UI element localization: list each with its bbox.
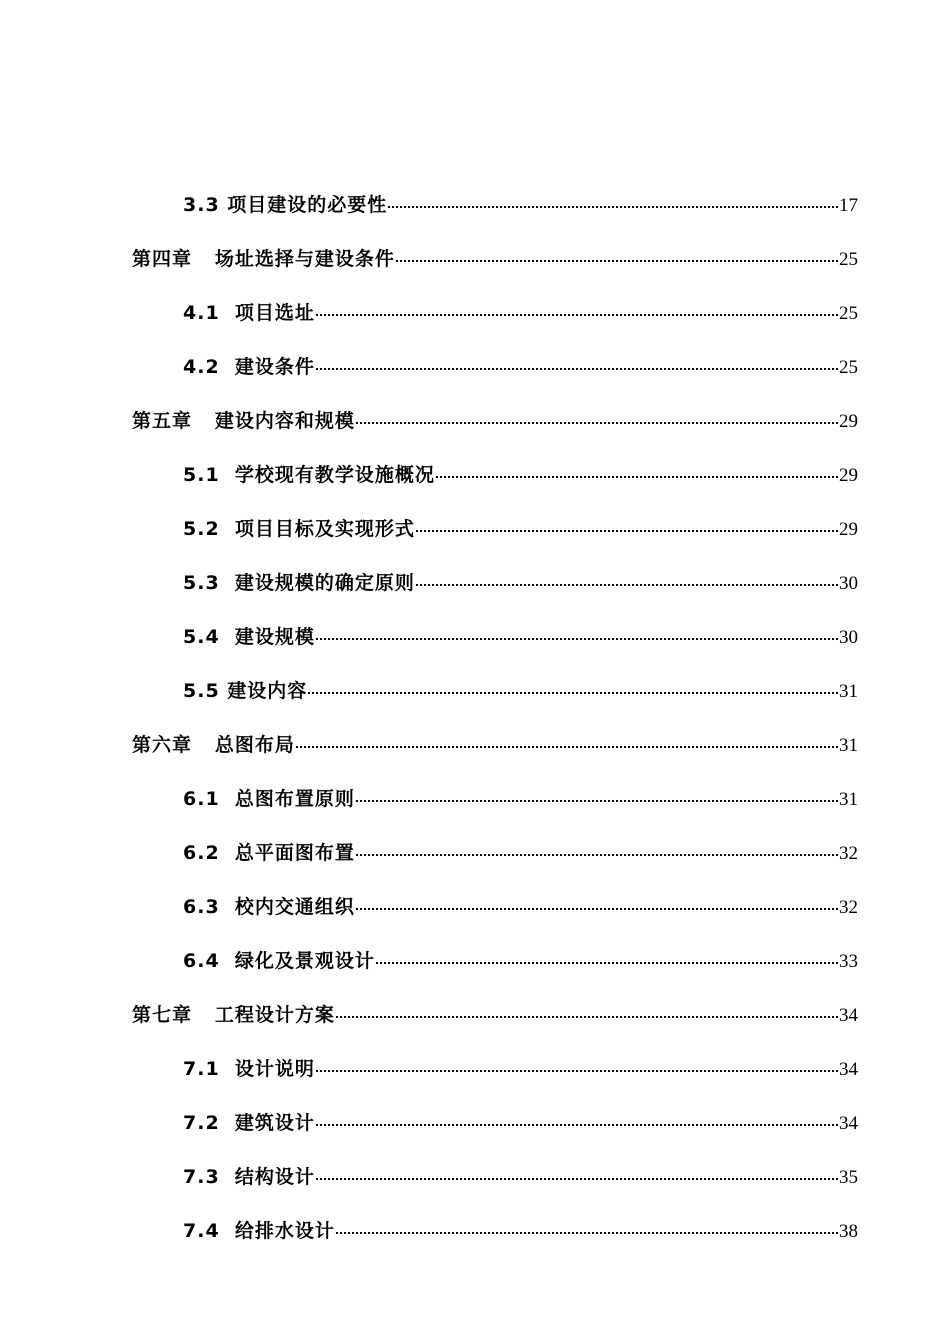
toc-entry[interactable] bbox=[0, 166, 950, 220]
toc-entry[interactable] bbox=[0, 1138, 950, 1192]
toc-entry-page: 29 bbox=[839, 519, 858, 540]
toc-entry[interactable] bbox=[0, 922, 950, 976]
toc-entry-page: 25 bbox=[839, 249, 858, 270]
toc-entry[interactable] bbox=[0, 436, 950, 490]
toc-entry[interactable] bbox=[0, 274, 950, 328]
toc-dot-leader bbox=[388, 206, 838, 208]
toc-dot-leader bbox=[436, 476, 838, 478]
toc-entry-title: 5.2 项目目标及实现形式 bbox=[183, 518, 415, 540]
toc-entry-page: 25 bbox=[839, 357, 858, 378]
toc-dot-leader bbox=[336, 1016, 838, 1018]
toc-entry[interactable] bbox=[0, 1192, 950, 1246]
toc-entry[interactable] bbox=[0, 544, 950, 598]
toc-entry-title: 7.2 建筑设计 bbox=[183, 1112, 315, 1134]
toc-entry[interactable] bbox=[0, 652, 950, 706]
toc-entry-page: 29 bbox=[839, 411, 858, 432]
toc-entry-title: 4.1 项目选址 bbox=[183, 302, 315, 324]
toc-entry-title: 5.4 建设规模 bbox=[183, 626, 315, 648]
toc-dot-leader bbox=[316, 1070, 838, 1072]
toc-entry-title: 5.5 建设内容 bbox=[183, 680, 308, 702]
toc-entry-page: 38 bbox=[839, 1221, 858, 1242]
toc-entry-page: 32 bbox=[839, 843, 858, 864]
toc-entry[interactable] bbox=[0, 868, 950, 922]
toc-entry-page: 31 bbox=[839, 789, 858, 810]
toc-chapter-entry[interactable] bbox=[0, 382, 950, 436]
toc-entry[interactable] bbox=[0, 328, 950, 382]
toc-entry-title: 5.3 建设规模的确定原则 bbox=[183, 572, 415, 594]
toc-entry-page: 34 bbox=[839, 1005, 858, 1026]
toc-entry-title: 第四章 场址选择与建设条件 bbox=[132, 248, 395, 270]
toc-dot-leader bbox=[316, 1178, 838, 1180]
toc-entry-title: 7.3 结构设计 bbox=[183, 1166, 315, 1188]
toc-dot-leader bbox=[356, 800, 838, 802]
toc-entry-title: 5.1 学校现有教学设施概况 bbox=[183, 464, 435, 486]
toc-dot-leader bbox=[316, 314, 838, 316]
toc-entry-title: 7.4 给排水设计 bbox=[183, 1220, 335, 1242]
toc-dot-leader bbox=[296, 746, 838, 748]
toc-entry-title: 7.1 设计说明 bbox=[183, 1058, 315, 1080]
toc-entry[interactable] bbox=[0, 490, 950, 544]
toc-entry-page: 30 bbox=[839, 573, 858, 594]
toc-entry[interactable] bbox=[0, 814, 950, 868]
toc-dot-leader bbox=[316, 368, 838, 370]
toc-dot-leader bbox=[356, 854, 838, 856]
toc-entry-title: 3.3 项目建设的必要性 bbox=[183, 194, 388, 216]
toc-dot-leader bbox=[316, 1124, 838, 1126]
toc-entry-page: 34 bbox=[839, 1059, 858, 1080]
toc-entry-title: 4.2 建设条件 bbox=[183, 356, 315, 378]
toc-entry-page: 29 bbox=[839, 465, 858, 486]
toc-entry[interactable] bbox=[0, 1084, 950, 1138]
toc-dot-leader bbox=[336, 1232, 838, 1234]
toc-entry-page: 30 bbox=[839, 627, 858, 648]
toc-entry[interactable] bbox=[0, 598, 950, 652]
toc-dot-leader bbox=[416, 584, 838, 586]
toc-entry-page: 31 bbox=[839, 681, 858, 702]
toc-entry-title: 第七章 工程设计方案 bbox=[132, 1004, 335, 1026]
toc-dot-leader bbox=[376, 962, 838, 964]
toc-entry-title: 6.2 总平面图布置 bbox=[183, 842, 355, 864]
toc-entry-page: 35 bbox=[839, 1167, 858, 1188]
toc-entry[interactable] bbox=[0, 760, 950, 814]
toc-entry-title: 第六章 总图布局 bbox=[132, 734, 295, 756]
toc-dot-leader bbox=[356, 908, 838, 910]
toc-chapter-entry[interactable] bbox=[0, 706, 950, 760]
toc-entry-title: 6.4 绿化及景观设计 bbox=[183, 950, 375, 972]
toc-chapter-entry[interactable] bbox=[0, 220, 950, 274]
toc-entry-title: 第五章 建设内容和规模 bbox=[132, 410, 355, 432]
toc-entry-page: 32 bbox=[839, 897, 858, 918]
toc-dot-leader bbox=[316, 638, 838, 640]
toc-entry-page: 17 bbox=[839, 195, 858, 216]
toc-dot-leader bbox=[416, 530, 838, 532]
toc-dot-leader bbox=[396, 260, 838, 262]
toc-entry-page: 33 bbox=[839, 951, 858, 972]
toc-entry-page: 25 bbox=[839, 303, 858, 324]
toc-entry[interactable] bbox=[0, 1030, 950, 1084]
toc-dot-leader bbox=[308, 692, 838, 694]
toc-chapter-entry[interactable] bbox=[0, 976, 950, 1030]
toc-entry-page: 34 bbox=[839, 1113, 858, 1134]
toc-entry-page: 31 bbox=[839, 735, 858, 756]
toc-entry-title: 6.1 总图布置原则 bbox=[183, 788, 355, 810]
toc-entry-title: 6.3 校内交通组织 bbox=[183, 896, 355, 918]
toc-dot-leader bbox=[356, 422, 838, 424]
table-of-contents bbox=[0, 166, 950, 1246]
